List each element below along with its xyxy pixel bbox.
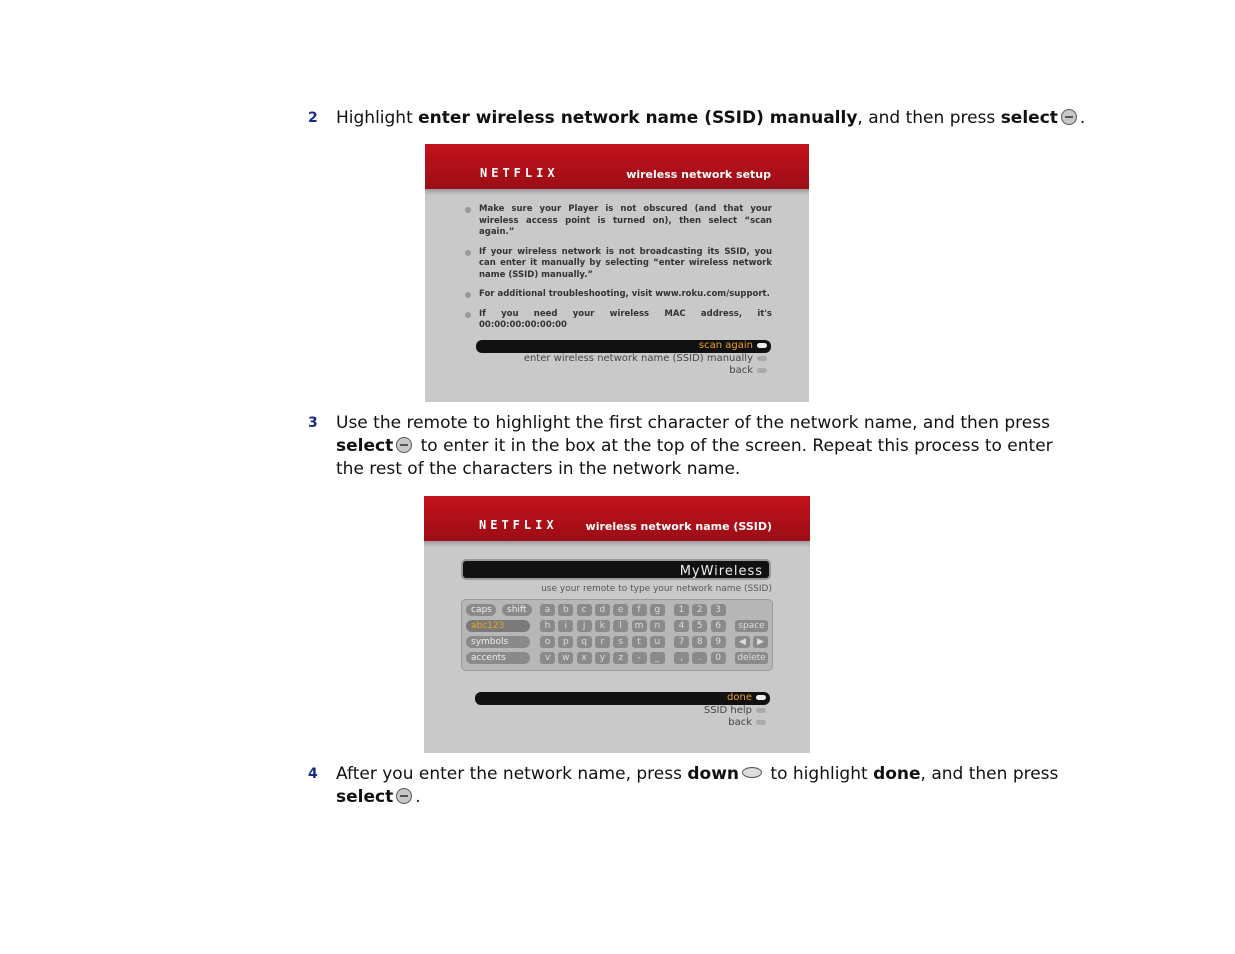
input-hint: use your remote to type your network name (SSID) <box>541 584 772 594</box>
bullet-item: Make sure your Player is not obscured (and that your wireless access point is turned on), then select “scan again.” <box>465 204 772 239</box>
right-arrow-key[interactable]: ▶ <box>753 636 768 648</box>
menu-item-done[interactable]: done <box>475 692 770 705</box>
number-key[interactable]: 7 <box>674 636 689 648</box>
step-number: 2 <box>308 110 318 126</box>
menu <box>475 692 770 729</box>
letter-key[interactable]: d <box>595 604 610 616</box>
step-number: 4 <box>308 766 318 782</box>
letter-key[interactable]: k <box>595 620 610 632</box>
menu-item-back[interactable]: back <box>475 717 770 729</box>
letter-key[interactable]: h <box>540 620 555 632</box>
letter-key[interactable]: s <box>613 636 628 648</box>
letter-key[interactable]: t <box>632 636 647 648</box>
letter-key[interactable]: - <box>632 652 647 664</box>
menu <box>476 340 771 377</box>
screen-title: wireless network name (SSID) <box>585 520 772 533</box>
letter-key[interactable]: r <box>595 636 610 648</box>
number-key[interactable]: , <box>674 652 689 664</box>
step-text: Use the remote to highlight the first character of the network name, and then press select to enter it in the box at the top of the screen. Repeat this process to enter the rest of the characters in the network name. <box>336 413 1053 479</box>
letter-key[interactable]: i <box>558 620 573 632</box>
left-arrow-key[interactable]: ◀ <box>735 636 750 648</box>
caps-key[interactable]: caps <box>466 604 496 616</box>
letter-key[interactable]: v <box>540 652 555 664</box>
accents-key[interactable]: accents <box>466 652 530 664</box>
number-key[interactable]: 4 <box>674 620 689 632</box>
select-button-icon <box>1061 109 1077 125</box>
on-screen-keyboard <box>461 599 773 671</box>
bullet-item: If you need your wireless MAC address, it's 00:00:00:00:00:00 <box>465 309 772 332</box>
select-button-icon <box>396 437 412 453</box>
letter-key[interactable]: x <box>577 652 592 664</box>
bullet-item: If your wireless network is not broadcasting its SSID, you can enter it manually by selecting “enter wireless network name (SSID) manually.” <box>465 247 772 282</box>
number-key[interactable]: 3 <box>711 604 726 616</box>
pill-icon <box>757 343 767 348</box>
pill-icon <box>756 720 766 725</box>
letter-key[interactable]: q <box>577 636 592 648</box>
select-button-icon <box>396 788 412 804</box>
menu-item-ssid-help[interactable]: SSID help <box>475 705 770 717</box>
letter-key[interactable]: c <box>577 604 592 616</box>
shift-key[interactable]: shift <box>502 604 532 616</box>
screen-title: wireless network setup <box>626 168 771 181</box>
menu-item-scan-again[interactable]: scan again <box>476 340 771 353</box>
letter-key[interactable]: g <box>650 604 665 616</box>
number-key[interactable]: 5 <box>692 620 707 632</box>
bullet-item: For additional troubleshooting, visit www.roku.com/support. <box>465 289 772 301</box>
letter-key[interactable]: y <box>595 652 610 664</box>
pill-icon <box>757 356 767 361</box>
number-key[interactable]: 1 <box>674 604 689 616</box>
letter-key[interactable]: e <box>613 604 628 616</box>
letter-key[interactable]: a <box>540 604 555 616</box>
ssid-entry-screenshot <box>424 496 810 753</box>
number-key[interactable]: 8 <box>692 636 707 648</box>
letter-key[interactable]: _ <box>650 652 665 664</box>
number-key[interactable]: 9 <box>711 636 726 648</box>
instruction-list <box>465 204 772 340</box>
number-key[interactable]: 0 <box>711 652 726 664</box>
letter-key[interactable]: p <box>558 636 573 648</box>
symbols-key[interactable]: symbols <box>466 636 530 648</box>
down-button-icon <box>742 767 762 778</box>
letter-key[interactable]: l <box>613 620 628 632</box>
letter-key[interactable]: z <box>613 652 628 664</box>
pill-icon <box>756 695 766 700</box>
letter-key[interactable]: f <box>632 604 647 616</box>
ssid-input[interactable]: MyWireless <box>461 559 771 580</box>
pill-icon <box>756 708 766 713</box>
netflix-logo: NETFLIX <box>479 518 558 532</box>
wireless-setup-screenshot <box>425 144 809 402</box>
menu-item-back[interactable]: back <box>476 365 771 377</box>
menu-item-enter-ssid-manually[interactable]: enter wireless network name (SSID) manually <box>476 353 771 365</box>
netflix-logo: NETFLIX <box>480 166 559 180</box>
step-number: 3 <box>308 415 318 431</box>
abc123-key[interactable]: abc123 <box>466 620 530 632</box>
letter-key[interactable]: o <box>540 636 555 648</box>
space-key[interactable]: space <box>735 620 768 632</box>
step-text: Highlight enter wireless network name (SSID) manually, and then press select . <box>336 108 1086 128</box>
number-key[interactable]: 6 <box>711 620 726 632</box>
step-text: After you enter the network name, press down to highlight done, and then press select . <box>336 764 1059 807</box>
number-key[interactable]: . <box>692 652 707 664</box>
pill-icon <box>757 368 767 373</box>
letter-key[interactable]: m <box>632 620 647 632</box>
letter-key[interactable]: b <box>558 604 573 616</box>
letter-key[interactable]: n <box>650 620 665 632</box>
delete-key[interactable]: delete <box>735 652 768 664</box>
number-key[interactable]: 2 <box>692 604 707 616</box>
letter-key[interactable]: w <box>558 652 573 664</box>
letter-key[interactable]: j <box>577 620 592 632</box>
letter-key[interactable]: u <box>650 636 665 648</box>
